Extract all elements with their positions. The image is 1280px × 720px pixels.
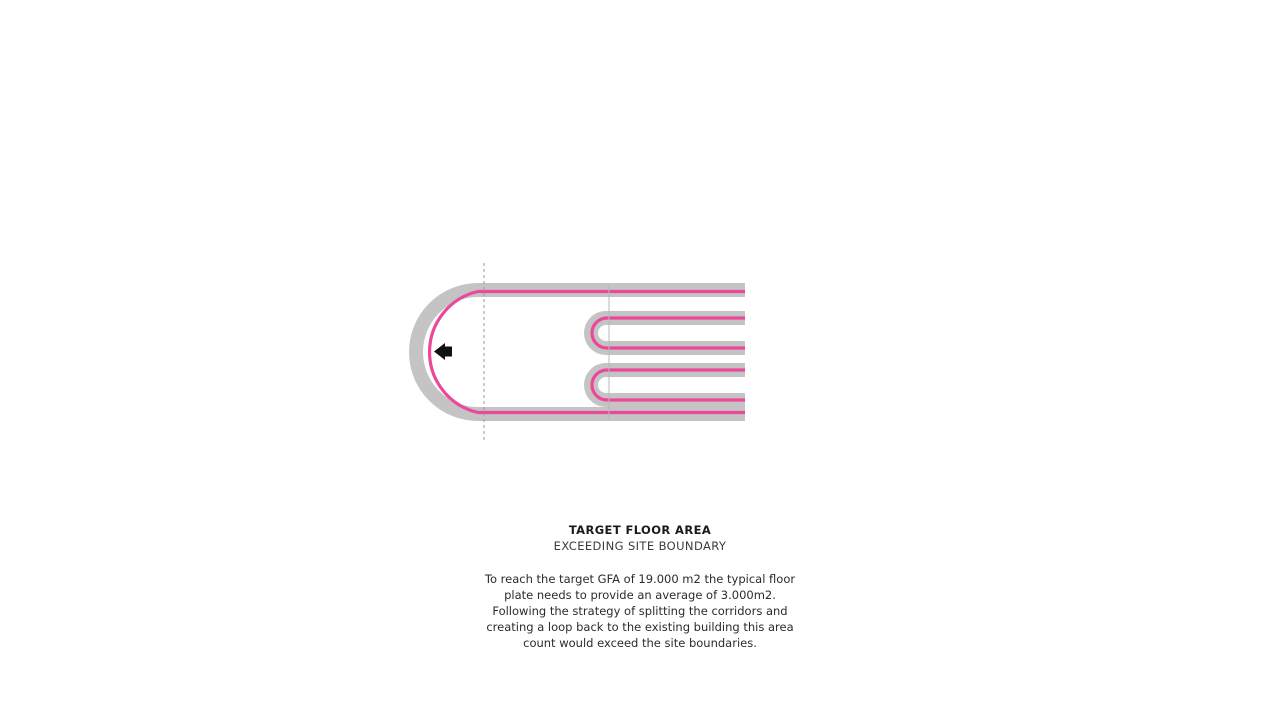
caption-block [440,522,840,651]
void-gap-middle [606,356,746,363]
caption-subtitle: EXCEEDING SITE BOUNDARY [553,539,727,553]
interior-void-group [606,356,746,363]
caption-title: TARGET FLOOR AREA [568,523,712,537]
arrow-left-icon [434,343,452,360]
caption-body: To reach the target GFA of 19.000 m2 the typical floor plate needs to provide an average of 3.000m2. Following the strategy of splitting the corridors and creating a loop back to the existing building this area count would exceed the site boundaries. [484,572,796,650]
